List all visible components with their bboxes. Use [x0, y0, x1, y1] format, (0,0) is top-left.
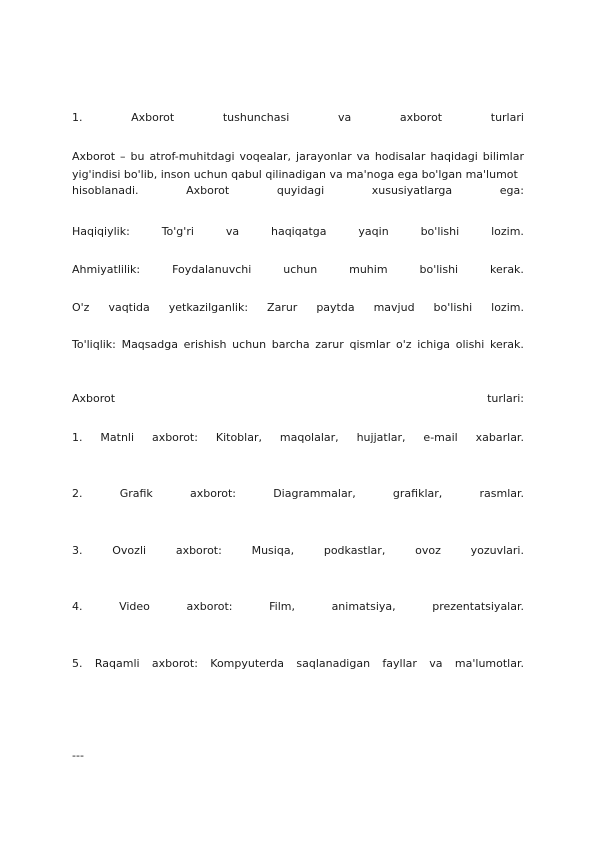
word: 3.	[72, 544, 83, 557]
word: yozuvlari.	[470, 544, 524, 557]
word: To'g'ri	[161, 225, 194, 238]
word: ovoz	[415, 544, 441, 557]
word: Zarur	[267, 301, 298, 314]
word: turlari:	[487, 392, 524, 405]
word: xususiyatlarga	[371, 184, 453, 197]
property-toliqlik	[72, 337, 524, 353]
word: rasmlar.	[479, 487, 524, 500]
word: Axborot	[131, 111, 175, 124]
type-item-1	[72, 430, 524, 446]
word: tushunchasi	[222, 111, 290, 124]
word: Axborot	[186, 184, 230, 197]
word: va	[337, 111, 352, 124]
word: Grafik	[119, 487, 153, 500]
word: Kitoblar,	[215, 431, 262, 444]
types-heading	[72, 391, 524, 407]
property-ahmiyatlilik	[72, 262, 524, 278]
type-item-5	[72, 656, 524, 672]
intro-paragraph: Axborot – bu atrof-muhitdagi voqealar, jarayonlar va hodisalar haqidagi bilimlar yig'indisi bo'lib, inson uchun qabul qilinadigan va ma'noga ega bo'lgan ma'lumot	[72, 150, 524, 181]
word: 2.	[72, 487, 83, 500]
word: qismlar	[349, 338, 391, 351]
word: erishish	[183, 338, 227, 351]
word: fayllar	[382, 657, 417, 670]
word: axborot:	[151, 657, 198, 670]
word: yaqin	[358, 225, 389, 238]
word: paytda	[316, 301, 355, 314]
word: axborot:	[151, 431, 198, 444]
word: 1.	[72, 431, 83, 444]
word: 1.	[72, 111, 83, 124]
word: Maqsadga	[121, 338, 178, 351]
word: Ahmiyatlilik:	[72, 263, 141, 276]
word: grafiklar,	[392, 487, 443, 500]
separator: ---	[72, 749, 84, 762]
word: Haqiqiylik:	[72, 225, 130, 238]
word: podkastlar,	[323, 544, 386, 557]
word: Film,	[269, 600, 295, 613]
word: yetkazilganlik:	[168, 301, 249, 314]
word: barcha	[271, 338, 310, 351]
word: quyidagi	[276, 184, 325, 197]
word: vaqtida	[108, 301, 150, 314]
type-item-4	[72, 599, 524, 615]
word: Matnli	[100, 431, 135, 444]
word: lozim.	[491, 301, 524, 314]
word: axborot:	[186, 600, 233, 613]
word: ma'lumotlar.	[454, 657, 524, 670]
word: ega:	[499, 184, 524, 197]
property-oz-vaqtida	[72, 300, 524, 316]
word: Axborot	[72, 392, 116, 405]
word: kerak.	[490, 263, 524, 276]
document-page	[72, 0, 524, 842]
word: Video	[119, 600, 150, 613]
property-haqiqiylik	[72, 224, 524, 240]
word: prezentatsiyalar.	[432, 600, 524, 613]
word: mavjud	[373, 301, 415, 314]
word: va	[429, 657, 443, 670]
word: ichiga	[417, 338, 451, 351]
word: bo'lishi	[420, 225, 460, 238]
word: axborot	[399, 111, 443, 124]
word: olishi	[455, 338, 485, 351]
word: Musiqa,	[251, 544, 295, 557]
word: axborot:	[190, 487, 236, 500]
word: turlari	[490, 111, 524, 124]
word: axborot:	[175, 544, 222, 557]
word: Ovozli	[112, 544, 147, 557]
word: e-mail	[423, 431, 458, 444]
word: saqlanadigan	[296, 657, 371, 670]
word: animatsiya,	[331, 600, 396, 613]
word: zarur	[315, 338, 344, 351]
word: kerak.	[490, 338, 524, 351]
word: o'z	[395, 338, 412, 351]
word: To'liqlik:	[72, 338, 116, 351]
word: va	[225, 225, 240, 238]
word: hujjatlar,	[356, 431, 406, 444]
section-heading	[72, 110, 524, 126]
word: haqiqatga	[270, 225, 327, 238]
word: muhim	[349, 263, 388, 276]
word: uchun	[232, 338, 267, 351]
word: Kompyuterda	[210, 657, 284, 670]
word: hisoblanadi.	[72, 184, 139, 197]
word: xabarlar.	[475, 431, 524, 444]
word: Raqamli	[94, 657, 140, 670]
word: lozim.	[491, 225, 524, 238]
word: Foydalanuvchi	[172, 263, 252, 276]
word: Diagrammalar,	[273, 487, 356, 500]
word: bo'lishi	[433, 301, 473, 314]
word: uchun	[283, 263, 318, 276]
type-item-2	[72, 486, 524, 502]
word: 5.	[72, 657, 83, 670]
intro-paragraph-last-line	[72, 183, 524, 199]
word: maqolalar,	[279, 431, 339, 444]
word: 4.	[72, 600, 83, 613]
word: bo'lishi	[419, 263, 459, 276]
type-item-3	[72, 543, 524, 559]
word: O'z	[72, 301, 90, 314]
